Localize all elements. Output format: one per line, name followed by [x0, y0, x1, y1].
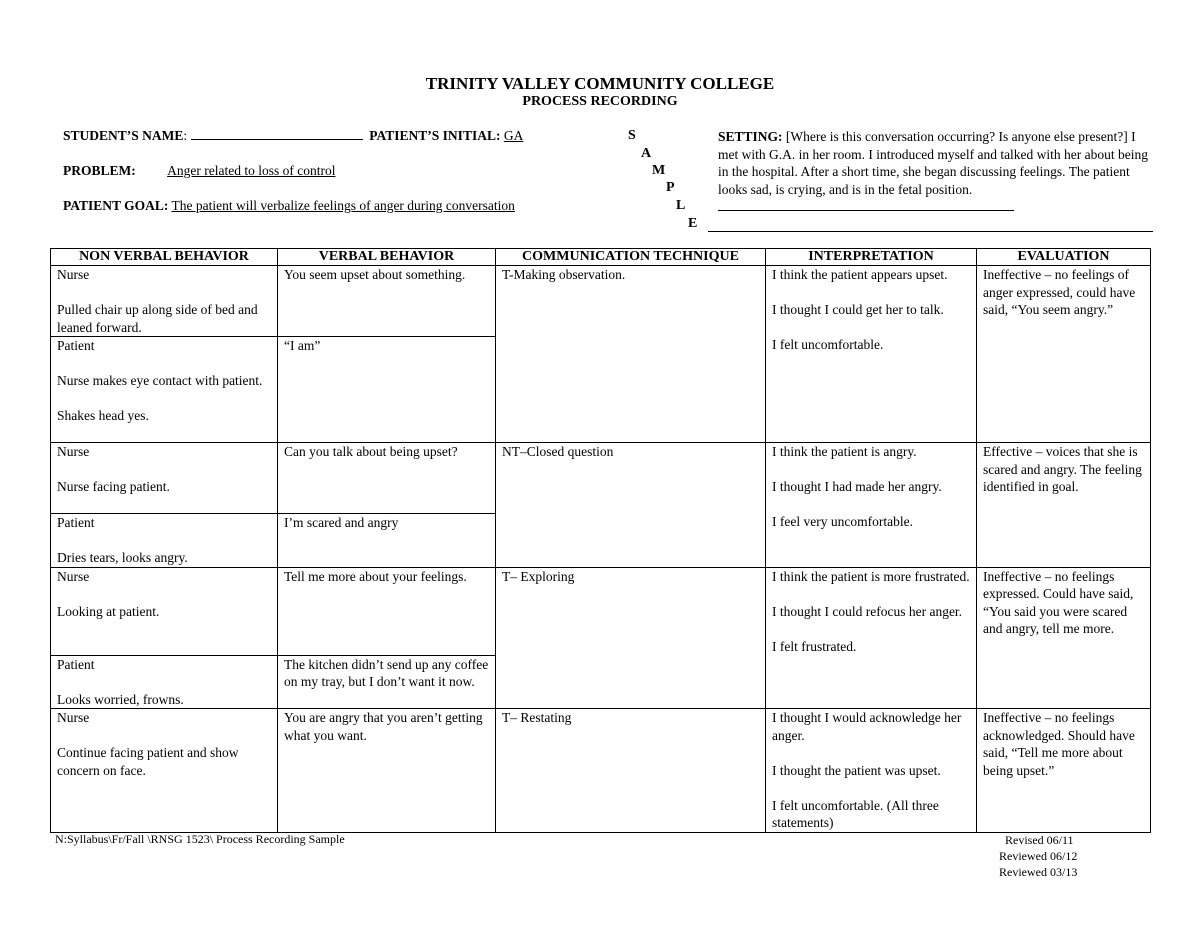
setting-blank-line-2	[708, 231, 1153, 232]
student-name-colon: :	[183, 128, 188, 143]
interpretation-cell	[766, 266, 977, 443]
interpretation-thought: I thought I could refocus her anger.	[772, 603, 963, 619]
verbal-cell: You are angry that you aren’t getting what you want.	[278, 709, 496, 833]
interpretation-thought: I thought I would acknowledge her anger.	[772, 710, 962, 743]
technique-cell: T– Exploring	[496, 567, 766, 709]
sample-letter-a: A	[641, 146, 652, 161]
patient-initial-label: PATIENT’S INITIAL:	[369, 128, 501, 143]
role-label: Nurse	[57, 444, 90, 459]
goal-label: PATIENT GOAL:	[63, 198, 169, 213]
col-header-evaluation: EVALUATION	[977, 249, 1151, 266]
evaluation-cell: Ineffective – no feelings expressed. Could have said, “You said you were scared and angry, tell me more.	[977, 567, 1151, 709]
document-title: PROCESS RECORDING	[522, 94, 678, 109]
nonverbal-text: Nurse facing patient.	[57, 479, 170, 494]
nonverbal-cell	[51, 337, 278, 443]
evaluation-cell: Ineffective – no feelings of anger expressed, could have said, “You seem angry.”	[977, 266, 1151, 443]
interpretation-cell	[766, 709, 977, 833]
verbal-cell: You seem upset about something.	[278, 266, 496, 337]
col-header-technique: COMMUNICATION TECHNIQUE	[496, 249, 766, 266]
setting-blank-line	[718, 210, 1014, 211]
sample-letter-s: S	[628, 128, 636, 143]
table-header-row	[51, 249, 1151, 266]
interpretation-thought: I thought I could get her to talk.	[772, 302, 944, 317]
student-name-row	[63, 128, 562, 144]
problem-row	[63, 163, 596, 179]
patient-initial-value: GA	[503, 128, 524, 143]
nonverbal-cell	[51, 514, 278, 568]
setting-label: SETTING:	[718, 129, 783, 144]
col-header-verbal: VERBAL BEHAVIOR	[278, 249, 496, 266]
nonverbal-cell	[51, 709, 278, 833]
interpretation-think: I think the patient is angry.	[772, 444, 917, 459]
evaluation-cell: Effective – voices that she is scared and angry. The feeling identified in goal.	[977, 443, 1151, 568]
role-label: Nurse	[57, 267, 90, 282]
footer-revised: Revised 06/11	[1005, 833, 1074, 847]
verbal-cell: The kitchen didn’t send up any coffee on my tray, but I don’t want it now.	[278, 655, 496, 709]
table-row	[51, 709, 1151, 833]
sample-letter-m: M	[652, 163, 666, 178]
goal-value: The patient will verbalize feelings of anger during conversation	[171, 198, 515, 213]
interpretation-cell	[766, 443, 977, 568]
nonverbal-text: Looks worried, frowns.	[57, 691, 184, 707]
table-row	[51, 443, 1151, 514]
interpretation-felt: I felt uncomfortable. (All three statements)	[772, 797, 939, 830]
technique-cell: T-Making observation.	[496, 266, 766, 443]
nonverbal-text: Pulled chair up along side of bed and leaned forward.	[57, 302, 258, 335]
setting-text: [Where is this conversation occurring? Is anyone else present?] I met with G.A. in her room. I introduced myself and talked with her about being in the hospital. After a short time, she began discussing feelings. The patient looks sad, is crying, and is in the fetal position.	[718, 129, 1149, 197]
nonverbal-cell	[51, 266, 278, 337]
interpretation-felt: I felt uncomfortable.	[772, 337, 884, 352]
problem-value: Anger related to loss of control	[167, 163, 336, 178]
goal-row	[63, 198, 515, 214]
verbal-cell: Tell me more about your feelings.	[278, 567, 496, 655]
evaluation-cell: Ineffective – no feelings acknowledged. Should have said, “Tell me more about being upset.”	[977, 709, 1151, 833]
interpretation-cell	[766, 567, 977, 709]
nonverbal-text: Dries tears, looks angry.	[57, 550, 188, 565]
sample-letter-p: P	[666, 180, 675, 195]
footer-reviewed-1: Reviewed 06/12	[999, 849, 1078, 863]
interpretation-think: I think the patient is more frustrated.	[772, 568, 970, 584]
nonverbal-text: Continue facing patient and show concern on face.	[57, 745, 239, 778]
nonverbal-text: Shakes head yes.	[57, 408, 149, 423]
nonverbal-text: Nurse makes eye contact with patient.	[57, 373, 263, 388]
technique-cell: T– Restating	[496, 709, 766, 833]
verbal-cell: “I am”	[278, 337, 496, 443]
verbal-cell: I’m scared and angry	[278, 514, 496, 568]
footer-reviewed-2: Reviewed 03/13	[999, 865, 1078, 879]
role-label: Nurse	[57, 568, 90, 584]
process-recording-table	[50, 248, 1151, 833]
student-name-label: STUDENT’S NAME	[63, 128, 184, 143]
role-label: Patient	[57, 656, 95, 672]
role-label: Nurse	[57, 710, 90, 725]
sample-letter-l: L	[676, 198, 686, 213]
verbal-cell: Can you talk about being upset?	[278, 443, 496, 514]
nonverbal-text: Looking at patient.	[57, 603, 160, 619]
nonverbal-cell	[51, 443, 278, 514]
col-header-interpretation: INTERPRETATION	[766, 249, 977, 266]
col-header-nonverbal: NON VERBAL BEHAVIOR	[51, 249, 278, 266]
interpretation-felt: I feel very uncomfortable.	[772, 514, 913, 529]
nonverbal-cell	[51, 655, 278, 709]
interpretation-thought: I thought the patient was upset.	[772, 762, 941, 778]
problem-label: PROBLEM:	[63, 163, 136, 178]
sample-letter-e: E	[688, 216, 698, 231]
table-row	[51, 266, 1151, 337]
table-row	[51, 567, 1151, 655]
role-label: Patient	[57, 338, 95, 353]
setting-block	[718, 128, 1150, 216]
technique-cell: NT–Closed question	[496, 443, 766, 568]
college-title: TRINITY VALLEY COMMUNITY COLLEGE	[425, 74, 775, 93]
nonverbal-cell	[51, 567, 278, 655]
interpretation-think: I think the patient appears upset.	[772, 267, 948, 282]
role-label: Patient	[57, 515, 95, 530]
student-name-field	[191, 139, 363, 140]
interpretation-thought: I thought I had made her angry.	[772, 479, 942, 494]
interpretation-felt: I felt frustrated.	[772, 638, 857, 654]
footer-path: N:Syllabus\Fr/Fall \RNSG 1523\ Process Recording Sample	[55, 832, 345, 846]
